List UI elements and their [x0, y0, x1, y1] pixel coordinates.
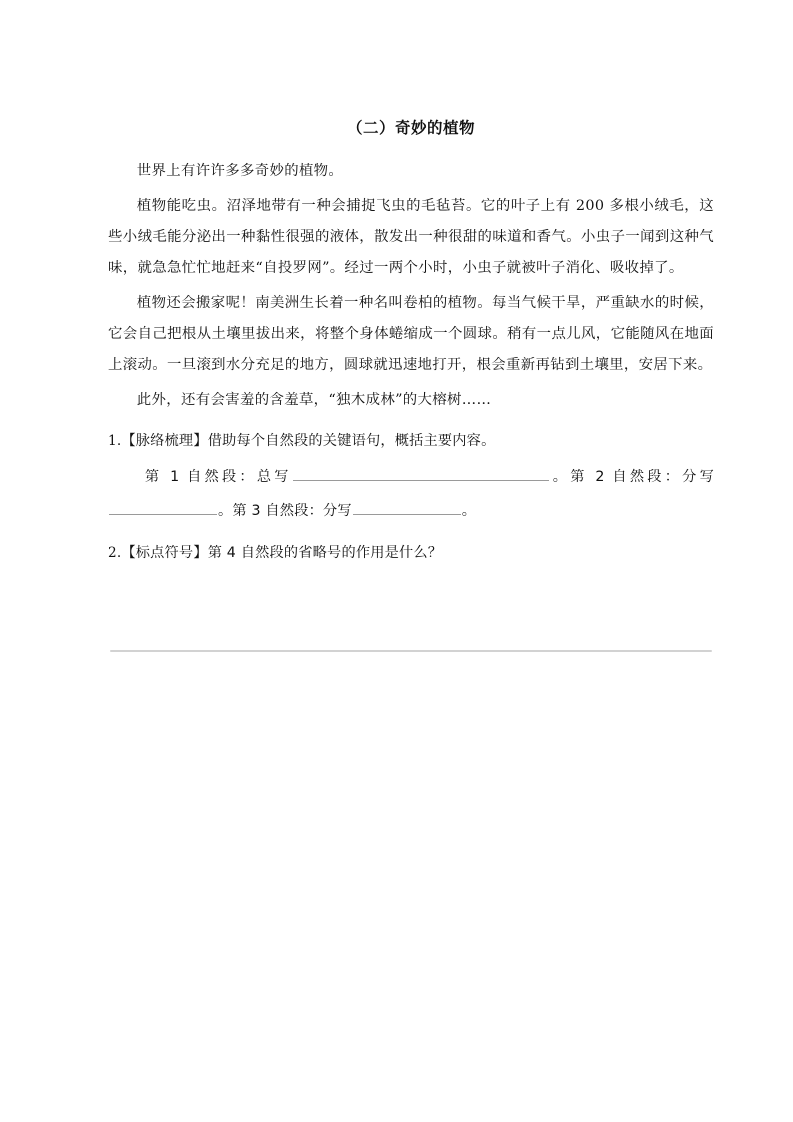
fill-period-3: 。 [461, 502, 477, 519]
passage-paragraph-2: 植物能吃虫。沼泽地带有一种会捕捉飞虫的毛毡苔。它的叶子上有 200 多根小绒毛，这些小绒毛能分泌出一种黏性很强的液体，散发出一种很甜的味道和香气。小虫子一闻到这种气味，就急急忙忙地赶来“自投罗网”。经过一两个小时，小虫子就被叶子消化、吸收掉了。 [108, 197, 714, 276]
question-1-answer-area [108, 460, 714, 528]
passage-paragraph-4: 此外，还有会害羞的含羞草，“独木成林”的大榕树…… [136, 391, 492, 408]
question-1 [108, 426, 714, 456]
passage-paragraph-1: 世界上有许许多多奇妙的植物。 [136, 162, 344, 179]
question-2 [108, 538, 714, 568]
page-title: （二）奇妙的植物 [346, 119, 475, 137]
fill-blank-segment-3[interactable] [353, 500, 461, 515]
document-content [108, 118, 714, 568]
fill-blank-segment-1[interactable] [293, 466, 549, 481]
question-2-number: 2. [108, 544, 122, 561]
question-1-tag: 【脉络梳理】 [121, 432, 208, 449]
fill-label-segment-2: 第 2 自然段：分写 [570, 468, 715, 485]
fill-label-segment-3: 第 3 自然段：分写 [232, 502, 352, 519]
question-2-answer-line[interactable] [110, 650, 712, 652]
question-2-text: 第 4 自然段的省略号的作用是什么？ [207, 544, 443, 561]
question-2-tag: 【标点符号】 [121, 544, 208, 561]
fill-blank-segment-2[interactable] [109, 500, 217, 515]
fill-label-segment-1: 第 1 自然段：总写 [144, 468, 292, 485]
question-1-number: 1. [108, 432, 122, 449]
fill-period-1: 。 [549, 468, 571, 485]
fill-period-2: 。 [218, 502, 233, 519]
passage-paragraph-3: 植物还会搬家呢！南美洲生长着一种名叫卷柏的植物。每当气候干旱，严重缺水的时候，它会自己把根从土壤里拔出来，将整个身体蜷缩成一个圆球。稍有一点儿风，它能随风在地面上滚动。一旦滚到水分充足的地方，圆球就迅速地打开，根会重新再钻到土壤里，安居下来。 [108, 294, 714, 373]
question-1-text: 借助每个自然段的关键语句，概括主要内容。 [207, 432, 496, 449]
